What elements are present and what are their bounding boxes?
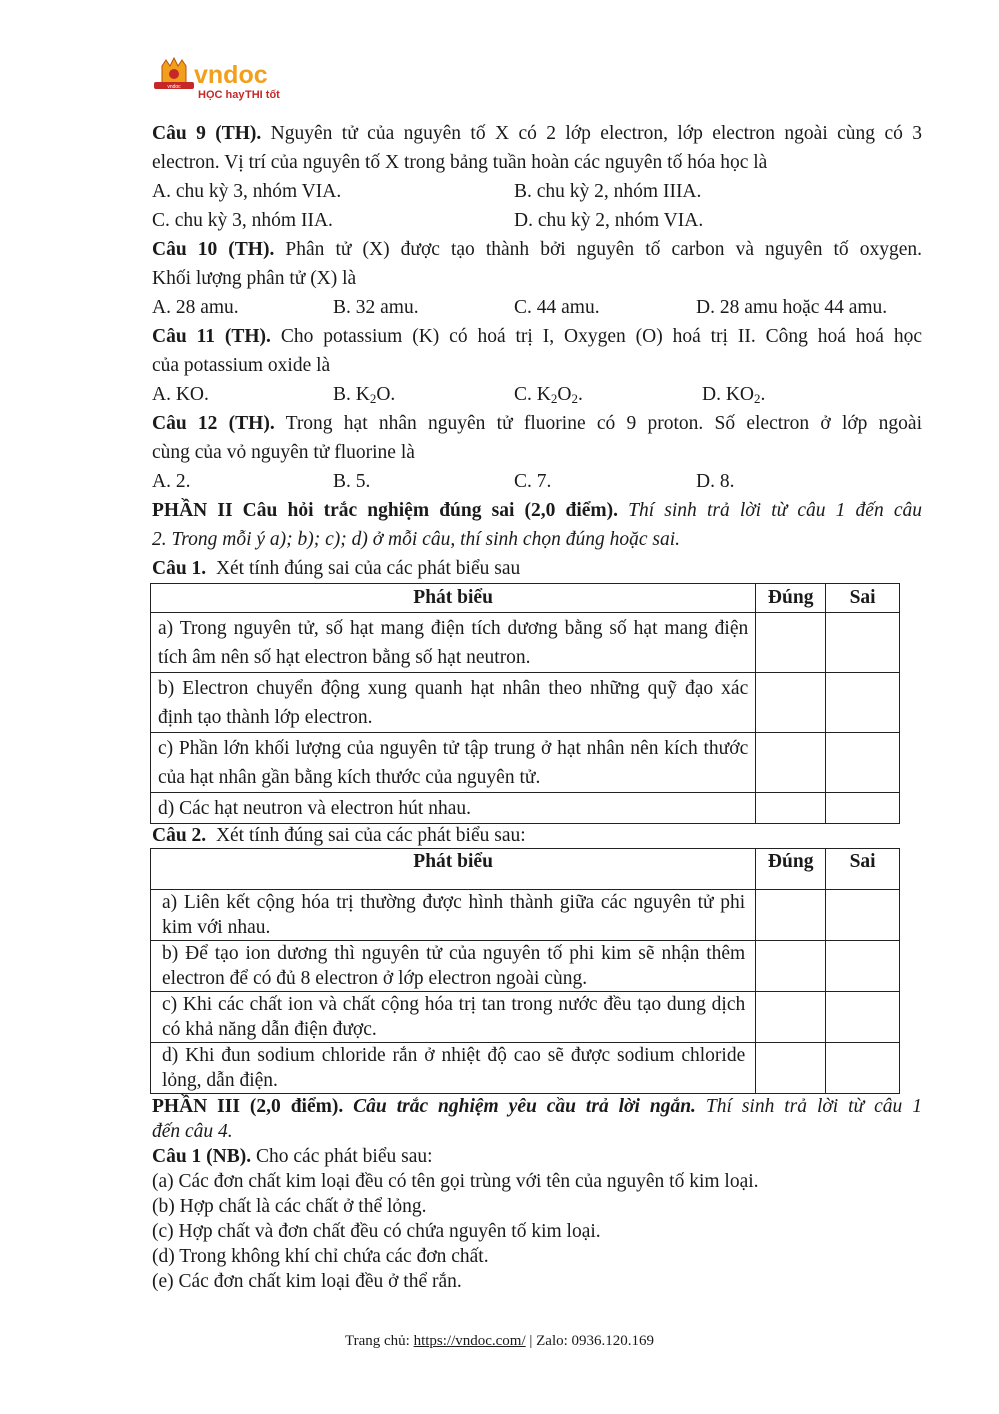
section-title: Câu trắc nghiệm yêu cầu trả lời ngắn. <box>343 1096 696 1117</box>
statement-cell: c) Khi các chất ion và chất cộng hóa trị tan trong nước đều tạo dung dịch có khả năng dẫn điện được. <box>151 992 756 1043</box>
statement-cell: d) Khi đun sodium chloride rắn ở nhiệt độ cao sẽ được sodium chloride lỏng, dẫn điện. <box>151 1043 756 1094</box>
question-9-options-row-1 <box>152 177 922 206</box>
question-label: Câu 11 (TH). <box>152 326 271 347</box>
table-row <box>151 733 900 793</box>
question-11-line-2: của potassium oxide là <box>152 355 331 376</box>
option-c: C. $K_2O_2$. <box>514 384 583 406</box>
table-row <box>151 890 900 941</box>
option-c: C. 44 amu. <box>514 297 600 318</box>
question-12-line-1 <box>152 409 922 438</box>
document-body <box>152 119 922 1294</box>
homepage-link[interactable]: https://vndoc.com/ <box>413 1333 526 1349</box>
column-header-true: Đúng <box>756 849 826 890</box>
question-9-line-2: electron. Vị trí của nguyên tố X trong bảng tuần hoàn các nguyên tố hóa học là <box>152 152 768 173</box>
question-text: Phân tử (X) được tạo thành bởi nguyên tố carbon và nguyên tố oxygen. <box>274 239 923 260</box>
footer-contact: | Zalo: 0936.120.169 <box>525 1333 655 1349</box>
option-d: D. 8. <box>696 471 735 492</box>
column-header-statement: Phát biểu <box>151 849 756 890</box>
question-label: Câu 1. <box>152 558 207 579</box>
false-answer-cell[interactable] <box>826 613 900 673</box>
section-heading: PHẦN II Câu hỏi trắc nghiệm đúng sai (2,0 điểm). <box>152 500 619 521</box>
tf-question-2-table <box>150 848 900 1094</box>
option-a: A. 28 amu. <box>152 297 239 318</box>
section-instruction: Thí sinh trả lời từ câu 1 đến câu <box>618 500 922 521</box>
list-item: (e) Các đơn chất kim loại đều ở thể rắn. <box>152 1271 462 1292</box>
statement-cell: c) Phần lớn khối lượng của nguyên tử tập trung ở hạt nhân nên kích thước của hạt nhân gần bằng kích thước của nguyên tử. <box>151 733 756 793</box>
short-question-1-title <box>152 1144 922 1169</box>
tf-question-1-title <box>152 554 922 583</box>
question-text: Cho potassium (K) có hoá trị I, Oxygen (O) hoá trị II. Công hoá hoá học <box>270 326 923 347</box>
list-item: (c) Hợp chất và đơn chất đều có chứa nguyên tố kim loại. <box>152 1221 601 1242</box>
option-d: D. 28 amu hoặc 44 amu. <box>696 297 888 318</box>
statement-cell: a) Liên kết cộng hóa trị thường được hình thành giữa các nguyên tử phi kim với nhau. <box>151 890 756 941</box>
false-answer-cell[interactable] <box>826 890 900 941</box>
option-b: B. $K_2O$. <box>333 384 396 406</box>
column-header-statement: Phát biểu <box>151 584 756 613</box>
option-b: B. 32 amu. <box>333 297 419 318</box>
question-9-line-1 <box>152 119 922 148</box>
part-2-heading <box>152 496 922 525</box>
list-item: (d) Trong không khí chỉ chứa các đơn chất. <box>152 1246 489 1267</box>
question-label: Câu 12 (TH). <box>152 413 275 434</box>
false-answer-cell[interactable] <box>826 992 900 1043</box>
table-row <box>151 613 900 673</box>
logo-tagline-1: HỌC hay <box>198 89 245 101</box>
part-3-instruction-line-2: đến câu 4. <box>152 1121 233 1142</box>
logo-mark-icon <box>150 56 290 106</box>
question-12-options <box>152 467 922 496</box>
false-answer-cell[interactable] <box>826 793 900 824</box>
statement-cell: d) Các hạt neutron và electron hút nhau. <box>151 793 756 824</box>
question-12-line-2: cùng của vỏ nguyên tử fluorine là <box>152 442 415 463</box>
false-answer-cell[interactable] <box>826 1043 900 1094</box>
option-a: A. 2. <box>152 471 191 492</box>
true-answer-cell[interactable] <box>756 992 826 1043</box>
question-label: Câu 1 (NB). <box>152 1146 252 1167</box>
logo-brand: vndoc <box>194 61 268 89</box>
question-10-line-1 <box>152 235 922 264</box>
true-answer-cell[interactable] <box>756 673 826 733</box>
question-10-options <box>152 293 922 322</box>
question-text: Nguyên tử của nguyên tố X có 2 lớp electron, lớp electron ngoài cùng có 3 <box>261 123 922 144</box>
question-label: Câu 9 (TH). <box>152 123 262 144</box>
question-11-line-1 <box>152 322 922 351</box>
tf-question-1-table <box>150 583 900 824</box>
option-d: D. chu kỳ 2, nhóm VIA. <box>514 210 704 231</box>
table-header-row <box>151 584 900 613</box>
tf-question-2-title <box>152 824 922 848</box>
false-answer-cell[interactable] <box>826 673 900 733</box>
question-text: Trong hạt nhân nguyên tử fluorine có 9 proton. Số electron ở lớp ngoài <box>274 413 922 434</box>
question-text: Cho các phát biểu sau: <box>251 1146 433 1167</box>
table-row <box>151 1043 900 1094</box>
logo-tagline-2: THI tốt <box>245 89 280 101</box>
column-header-false: Sai <box>826 584 900 613</box>
question-text: Xét tính đúng sai của các phát biểu sau <box>206 558 521 579</box>
statement-cell: b) Để tạo ion dương thì nguyên tử của nguyên tố phi kim sẽ nhận thêm electron để có đủ 8 electron ở lớp electron ngoài cùng. <box>151 941 756 992</box>
page-footer <box>0 1333 999 1350</box>
option-d: D. $KO_2$. <box>702 384 766 406</box>
question-text: Xét tính đúng sai của các phát biểu sau: <box>206 825 526 846</box>
option-c: C. chu kỳ 3, nhóm IIA. <box>152 210 333 231</box>
question-label: Câu 2. <box>152 825 207 846</box>
option-c: C. 7. <box>514 471 552 492</box>
section-instruction: Thí sinh trả lời từ câu 1 <box>695 1096 922 1117</box>
true-answer-cell[interactable] <box>756 733 826 793</box>
table-header-row <box>151 849 900 890</box>
table-row <box>151 941 900 992</box>
question-11-options <box>152 380 922 409</box>
option-a: A. chu kỳ 3, nhóm VIA. <box>152 181 342 202</box>
question-10-line-2: Khối lượng phân tử (X) là <box>152 268 357 289</box>
vndoc-logo[interactable] <box>150 56 290 106</box>
false-answer-cell[interactable] <box>826 941 900 992</box>
table-row <box>151 992 900 1043</box>
true-answer-cell[interactable] <box>756 793 826 824</box>
true-answer-cell[interactable] <box>756 1043 826 1094</box>
option-a: A. KO. <box>152 384 209 405</box>
question-9-options-row-2 <box>152 206 922 235</box>
part-2-instruction-line-2: 2. Trong mỗi ý a); b); c); d) ở mỗi câu, thí sinh chọn đúng hoặc sai. <box>152 529 680 550</box>
part-3-heading <box>152 1094 922 1119</box>
false-answer-cell[interactable] <box>826 733 900 793</box>
footer-prefix: Trang chủ: <box>344 1333 414 1349</box>
table-row <box>151 793 900 824</box>
list-item: (a) Các đơn chất kim loại đều có tên gọi trùng với tên của nguyên tố kim loại. <box>152 1171 759 1192</box>
table-row <box>151 673 900 733</box>
true-answer-cell[interactable] <box>756 613 826 673</box>
statement-cell: a) Trong nguyên tử, số hạt mang điện tích dương bằng số hạt mang điện tích âm nên số hạt electron bằng số hạt neutron. <box>151 613 756 673</box>
question-label: Câu 10 (TH). <box>152 239 275 260</box>
option-b: B. chu kỳ 2, nhóm IIIA. <box>514 181 702 202</box>
column-header-false: Sai <box>826 849 900 890</box>
list-item: (b) Hợp chất là các chất ở thể lỏng. <box>152 1196 427 1217</box>
column-header-true: Đúng <box>756 584 826 613</box>
section-heading: PHẦN III (2,0 điểm). <box>152 1096 344 1117</box>
statement-cell: b) Electron chuyển động xung quanh hạt nhân theo những quỹ đạo xác định tạo thành lớp electron. <box>151 673 756 733</box>
option-b: B. 5. <box>333 471 371 492</box>
svg-text:vndoc: vndoc <box>167 84 181 90</box>
true-answer-cell[interactable] <box>756 890 826 941</box>
true-answer-cell[interactable] <box>756 941 826 992</box>
